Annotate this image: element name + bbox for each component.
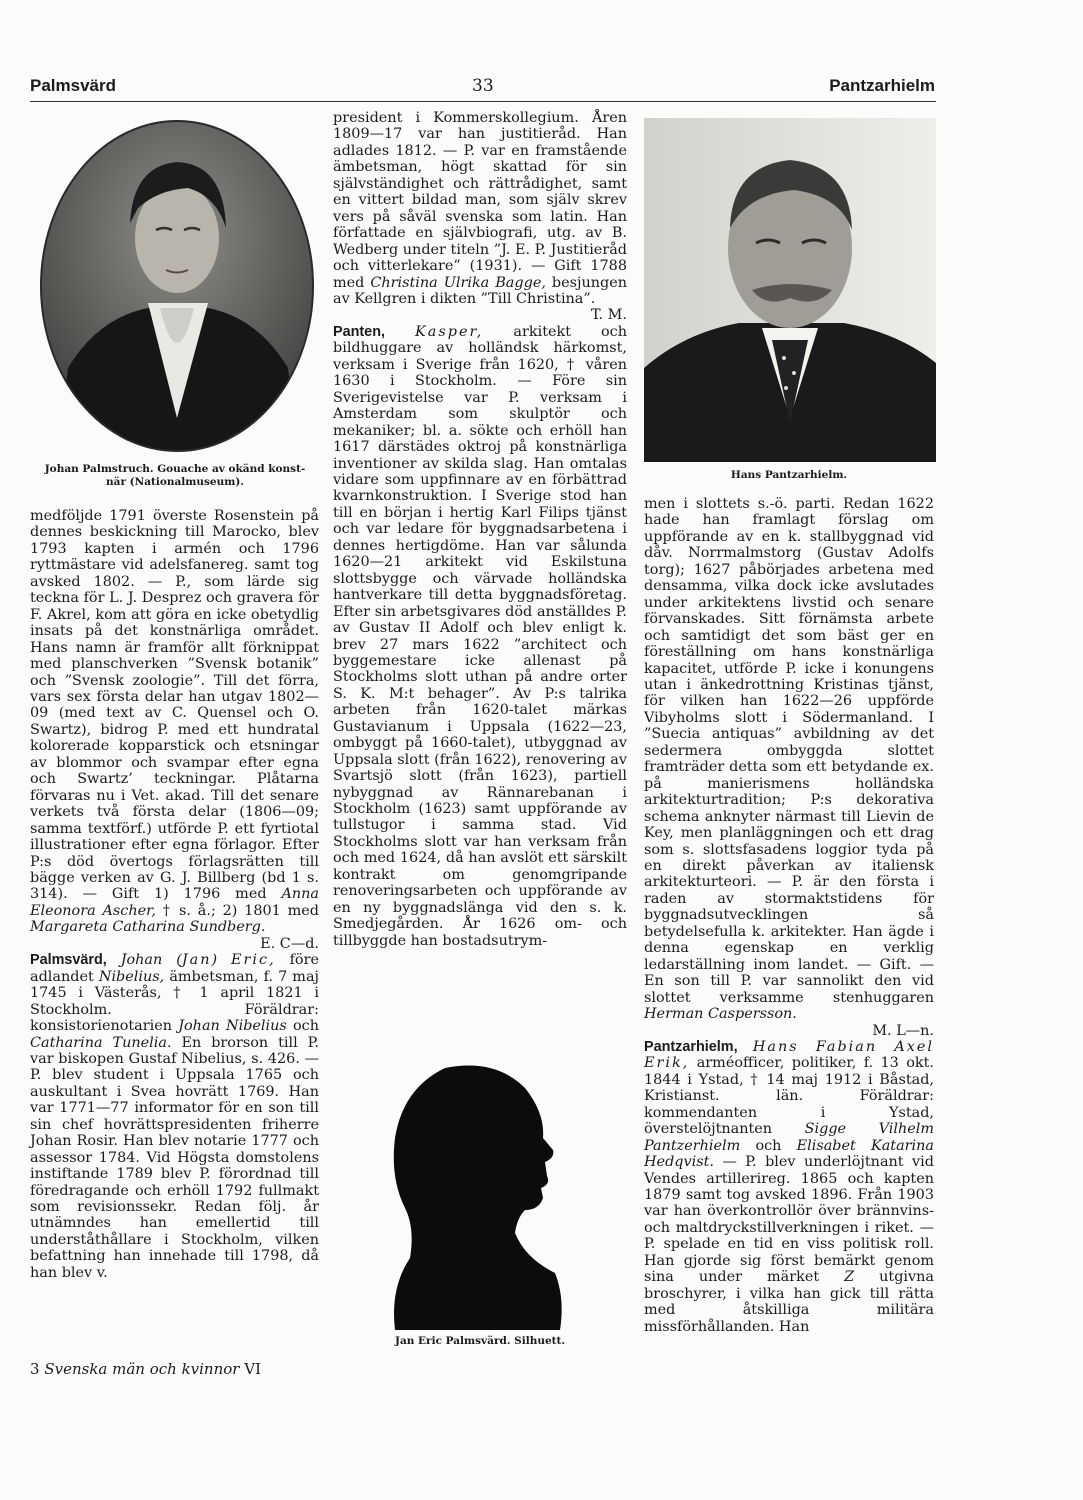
- entry-headword: Pantzarhielm,: [644, 1038, 738, 1055]
- footer-signature-line: 3 Svenska män och kvinnor VI: [30, 1360, 261, 1378]
- column-2: [333, 110, 627, 949]
- running-head-right: Pantzarhielm: [829, 76, 935, 95]
- silhouette-caption: Jan Eric Palmsvärd. Silhuett.: [394, 1335, 565, 1347]
- column-3: [644, 496, 934, 1335]
- column-1: [30, 508, 319, 1281]
- running-head-left: Palmsvärd: [30, 76, 116, 95]
- header-rule: [30, 101, 936, 102]
- col2-paragraph: president i Kommerskollegium. Åren 1809—17 var han justitieråd. Han adlades 1812. — P. var en framstående ämbetsman, högt skattad för sin självständighet och rättrådighet, samt en vittert bildad man, som själv skrev vers på såväl svenska som latin. Han författade en självbiografi, utg. av B. Wedberg under titeln ”J. E. P. Justitieråd och vitterlekare” (1931). — Gift 1788 med Christina Ulrika Bagge, besjungen av Kellgren i dikten ”Till Christina”.: [333, 110, 628, 307]
- col1-paragraph: medföljde 1791 överste Rosenstein på dennes beskickning till Marocko, blev 1793 kapten i armén och 1796 ryttmästare vid adelsfanereg. samt tog avsked 1802. — P., som lärde sig teckna för L. J. Desprez och gravera för F. Akrel, kom att göra en icke obetydlig insats på det konstnärliga området. Hans namn är framför allt förknippat med planschverken ”Svensk botanik” och ”Svensk zoologie”. Till det förra, vars sex första delar han utgav 1802—09 (med text av C. Quensel och O. Swartz), bidrog P. med ett hundratal kolorerade kopparstick och etsningar av blommor och svampar efter egna och Swartz’ teckningar. Plåtarna förvaras nu i Vet. akad. Till det senare verkets två första delar (1806—09; samma textförf.) utförde P. ett fyrtiotal illustrationer efter egna förlagor. Efter P:s död övertogs förlagsrätten till bägge verken av G. J. Billberg (bd 1 s. 314). — Gift 1) 1796 med Anna Eleonora Ascher, † s. å.; 2) 1801 med Margareta Catharina Sundberg.: [30, 508, 319, 936]
- palmstruch-portrait: [38, 118, 316, 454]
- col3-paragraph: men i slottets s.-ö. parti. Redan 1622 hade han framlagt förslag om uppförande av en k. stallbyggnad vid dåv. Norrmalmstorg (Gustav Adolfs torg); 1627 påbörjades arbetena med densamma, vilka dock icke avslutades under arkitektens livstid och senare förvanskades. Sitt förnämsta arbete och samtidigt det som bäst ger en föreställning om hans konstnärliga kapacitet, utförde P. icke i konungens utan i änkedrottning Kristinas tjänst, för vilken han 1622—26 uppförde Vibyholms slott i Södermanland. I ”Suecia antiquas” avbildning av det sedermera ombyggda slottet framträder detta som ett betydande ex. på manierismens holländska arkitekturtradition; P:s dekorativa schema anknyter närmast till Lievin de Key, men planläggningen och ett drag som s. slottsfasadens loggior tyda på en direkt påverkan av italiensk arkitekturteori. — P. är den första i raden av stormaktstidens för byggnadsutvecklingen så betydelsefulla k. arkitekter. Han ägde i denna egenskap en verklig ledarställning inom landet. — Gift. — En son till P. var sannolikt den vid slottet verksamme stenhuggaren Herman Caspersson.: [644, 496, 934, 1023]
- entry-headword: Palmsvärd,: [30, 952, 107, 969]
- palmsvard-silhouette: [385, 1058, 570, 1330]
- portrait-1-caption-line-2: när (Nationalmuseum).: [106, 476, 244, 488]
- entry-palmsvard: Palmsvärd, Johan (Jan) Eric, före adlandet Nibelius, ämbetsman, f. 7 maj 1745 i Västerås, † 1 april 1821 i Stockholm. Föräldrar: konsistorienotarien Johan Nibelius och Catharina Tunelia. En brorson till P. var biskopen Gustaf Nibelius, s. 426. — P. blev student i Uppsala 1765 och auskultant i Svea hovrätt 1769. Han var 1771—77 informator för en son till sin chef hovrättspresidenten friherre Johan Rosir. Han blev notarie 1777 och assessor 1784. Vid Högsta domstolens instiftande 1789 blev P. förordnad till föredragande och erhöll 1792 fullmakt som revisionssekr. Redan följ. år utnämndes han emellertid till underståthållare i Stockholm, vilken befattning han innehade till 1798, då han blev v.: [30, 952, 320, 1281]
- col1-signature: E. C—d.: [260, 935, 319, 952]
- portrait-1-caption: [30, 463, 320, 489]
- portrait-1-caption-line-1: Johan Palmstruch. Gouache av okänd konst-: [44, 463, 306, 475]
- col3-signature: M. L—n.: [872, 1022, 934, 1039]
- page-number: 33: [472, 76, 494, 96]
- entry-pantzarhielm: Pantzarhielm, Hans Fabian Axel Erik, arméofficer, politiker, f. 13 okt. 1844 i Ystad, † 14 maj 1912 i Båstad, Kristianst. län. Föräldrar: kommendanten i Ystad, överstelöjtnanten Sigge Vilhelm Pantzerhielm och Elisabet Katarina Hedqvist. — P. blev underlöjtnant vid Vendes artillerireg. 1865 och kapten 1879 samt tog avsked 1896. Från 1903 var han överkontrollör över brännvins- och maltdryckstillverkningen i riket. — P. spelade en tid en viss politisk roll. Han gjorde sig först bemärkt genom sina under märket Z utgivna broschyrer, i vilka han gick till rätta med åtskilliga militära missförhållanden. Han: [644, 1038, 935, 1335]
- col2-signature: T. M.: [591, 307, 627, 324]
- portrait-2-caption: Hans Pantzarhielm.: [730, 469, 848, 481]
- entry-panten: Panten, Kasper, arkitekt och bildhuggare av holländsk härkomst, verksam i Sverige från 1620, † våren 1630 i Stockholm. — Före sin Sverigevistelse var P. verksam i Amsterdam som skulptör och mekaniker; bl. a. sökte och erhöll han 1617 därstädes oktroj på konstnärliga inventioner av skilda slag. Han omtalas vidare som uppfinnare av en förbättrad kvarnkonstruktion. I Sverige stod han till en början i hertig Karl Filips tjänst och var ledare för byggnadsarbetena i dennes hertigdöme. Han var sålunda 1620—21 arkitekt vid Eskilstuna slottsbygge och värvade holländska hantverkare till detta byggnadsföretag. Efter sin arbetsgivares död anställdes P. av Gustav II Adolf och blev enligt k. brev 27 mars 1622 ”architect och byggemestare icke allenast på Stockholms slott uthan på andre orter S. K. M:t behager”. Av P:s talrika arbeten från 1620-talet märkas Gustavianum i Uppsala (1622—23, ombyggt på 1660-talet), utbyggnad av Uppsala slott (från 1622), renovering av Svartsjö slott (från 1623), partiell nybyggnad av Rännarebanan i Stockholm (1623) samt uppförande av tullstugor i samma stad. Vid Stockholms slott var han verksam från och med 1624, då han avslöt ett särskilt kontrakt om genomgripande renoveringsarbeten och uppförande av en ny byggnadslänga vid den s. k. Smedjegården. År 1626 om- och tillbyggde han bostadsutrym-: [333, 323, 628, 949]
- entry-headword: Panten,: [333, 323, 385, 340]
- pantzarhielm-photo: [644, 118, 936, 462]
